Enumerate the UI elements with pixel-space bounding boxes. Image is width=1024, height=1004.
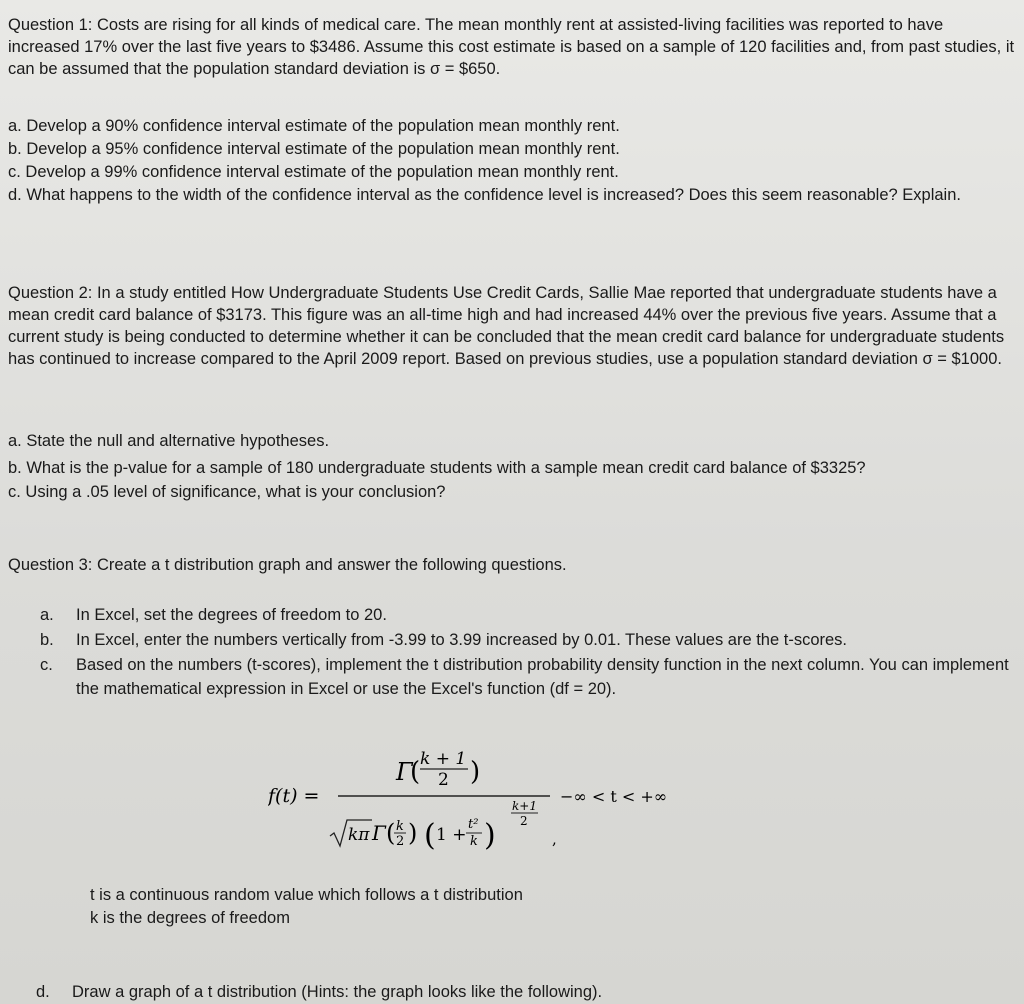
t-distribution-formula	[268, 740, 728, 870]
paren-open-3: (	[424, 818, 436, 853]
question-2-text: Question 2: In a study entitled How Undergraduate Students Use Credit Cards, Sallie Mae reported that undergraduate students have a mean credit card balance of $3173. This figure was an all-time high and had increased 44% over the previous five years. Assume that a current study is being conducted to determine whether it can be concluded that the mean credit card balance for undergraduate students has continued to increase compared to the April 2009 report. Based on previous studies, use a population standard deviation σ = $1000.	[8, 284, 1005, 368]
formula-den-one: 1 +	[436, 825, 467, 845]
question-3-item-d	[0, 980, 1024, 1004]
formula-den-sqrt: kπ	[348, 825, 370, 845]
item-letter: c.	[40, 656, 53, 674]
formula-note-k: k is the degrees of freedom	[90, 909, 290, 927]
formula-lhs: f(t) =	[268, 785, 320, 807]
paren-close-2: )	[408, 819, 418, 847]
question-3-item-c	[0, 653, 1024, 703]
item-letter: b.	[40, 631, 54, 649]
question-1-item-d: d. What happens to the width of the confidence interval as the confidence level is increased? Does this seem reasonable? Explain.	[8, 186, 961, 204]
formula-num-frac-bottom: 2	[438, 770, 449, 790]
question-1-item-b: b. Develop a 95% confidence interval estimate of the population mean monthly rent.	[8, 140, 620, 158]
formula-num-frac-top: k + 1	[420, 749, 467, 769]
formula-note-t: t is a continuous random value which follows a t distribution	[90, 886, 523, 904]
paren-close-3: )	[484, 818, 496, 853]
question-2-item-b: b. What is the p-value for a sample of 180 undergraduate students with a sample mean credit card balance of $3325?	[8, 459, 866, 477]
item-text: In Excel, enter the numbers vertically from -3.99 to 3.99 increased by 0.01. These values are the t-scores.	[76, 631, 847, 649]
question-3-text: Question 3: Create a t distribution graph and answer the following questions.	[8, 556, 567, 574]
question-3-item-a	[0, 603, 1024, 627]
question-1-item-c: c. Develop a 99% confidence interval estimate of the population mean monthly rent.	[8, 163, 619, 181]
paren-open-2: (	[386, 819, 396, 847]
formula-den-k: k	[396, 819, 404, 834]
formula-exp-top: k+1	[512, 799, 537, 813]
question-2-item-c: c. Using a .05 level of significance, what is your conclusion?	[8, 483, 446, 501]
formula-den-two: 2	[396, 834, 405, 849]
item-letter: d.	[36, 983, 50, 1001]
question-1-item-a: a. Develop a 90% confidence interval estimate of the population mean monthly rent.	[8, 117, 620, 135]
comma: ,	[552, 830, 557, 848]
item-text: Based on the numbers (t-scores), implement the t distribution probability density function in the next column. You can implement the mathematical expression in Excel or use the Excel's function (df = 20).	[76, 656, 1009, 698]
paren-close: )	[470, 757, 481, 787]
formula-gamma-denominator: Γ	[372, 821, 386, 845]
item-text: Draw a graph of a t distribution (Hints: the graph looks like the following).	[72, 983, 603, 1001]
paren-open: (	[410, 757, 421, 787]
formula-den-t2: t²	[468, 817, 479, 832]
question-2-item-a: a. State the null and alternative hypotheses.	[8, 432, 330, 450]
item-letter: a.	[40, 606, 54, 624]
formula-exp-bottom: 2	[520, 814, 528, 828]
question-1-text: Question 1: Costs are rising for all kinds of medical care. The mean monthly rent at assisted-living facilities was reported to have increased 17% over the last five years to $3486. Assume this cost estimate is based on a sample of 120 facilities and, from past studies, it can be assumed that the population standard deviation is σ = $650.	[8, 16, 1015, 78]
formula-range: −∞ < t < +∞	[560, 787, 668, 806]
formula-gamma-numerator: Γ	[396, 758, 413, 786]
formula-den-kk: k	[470, 834, 478, 849]
item-text: In Excel, set the degrees of freedom to 20.	[76, 606, 387, 624]
question-3-item-b	[0, 628, 1024, 652]
